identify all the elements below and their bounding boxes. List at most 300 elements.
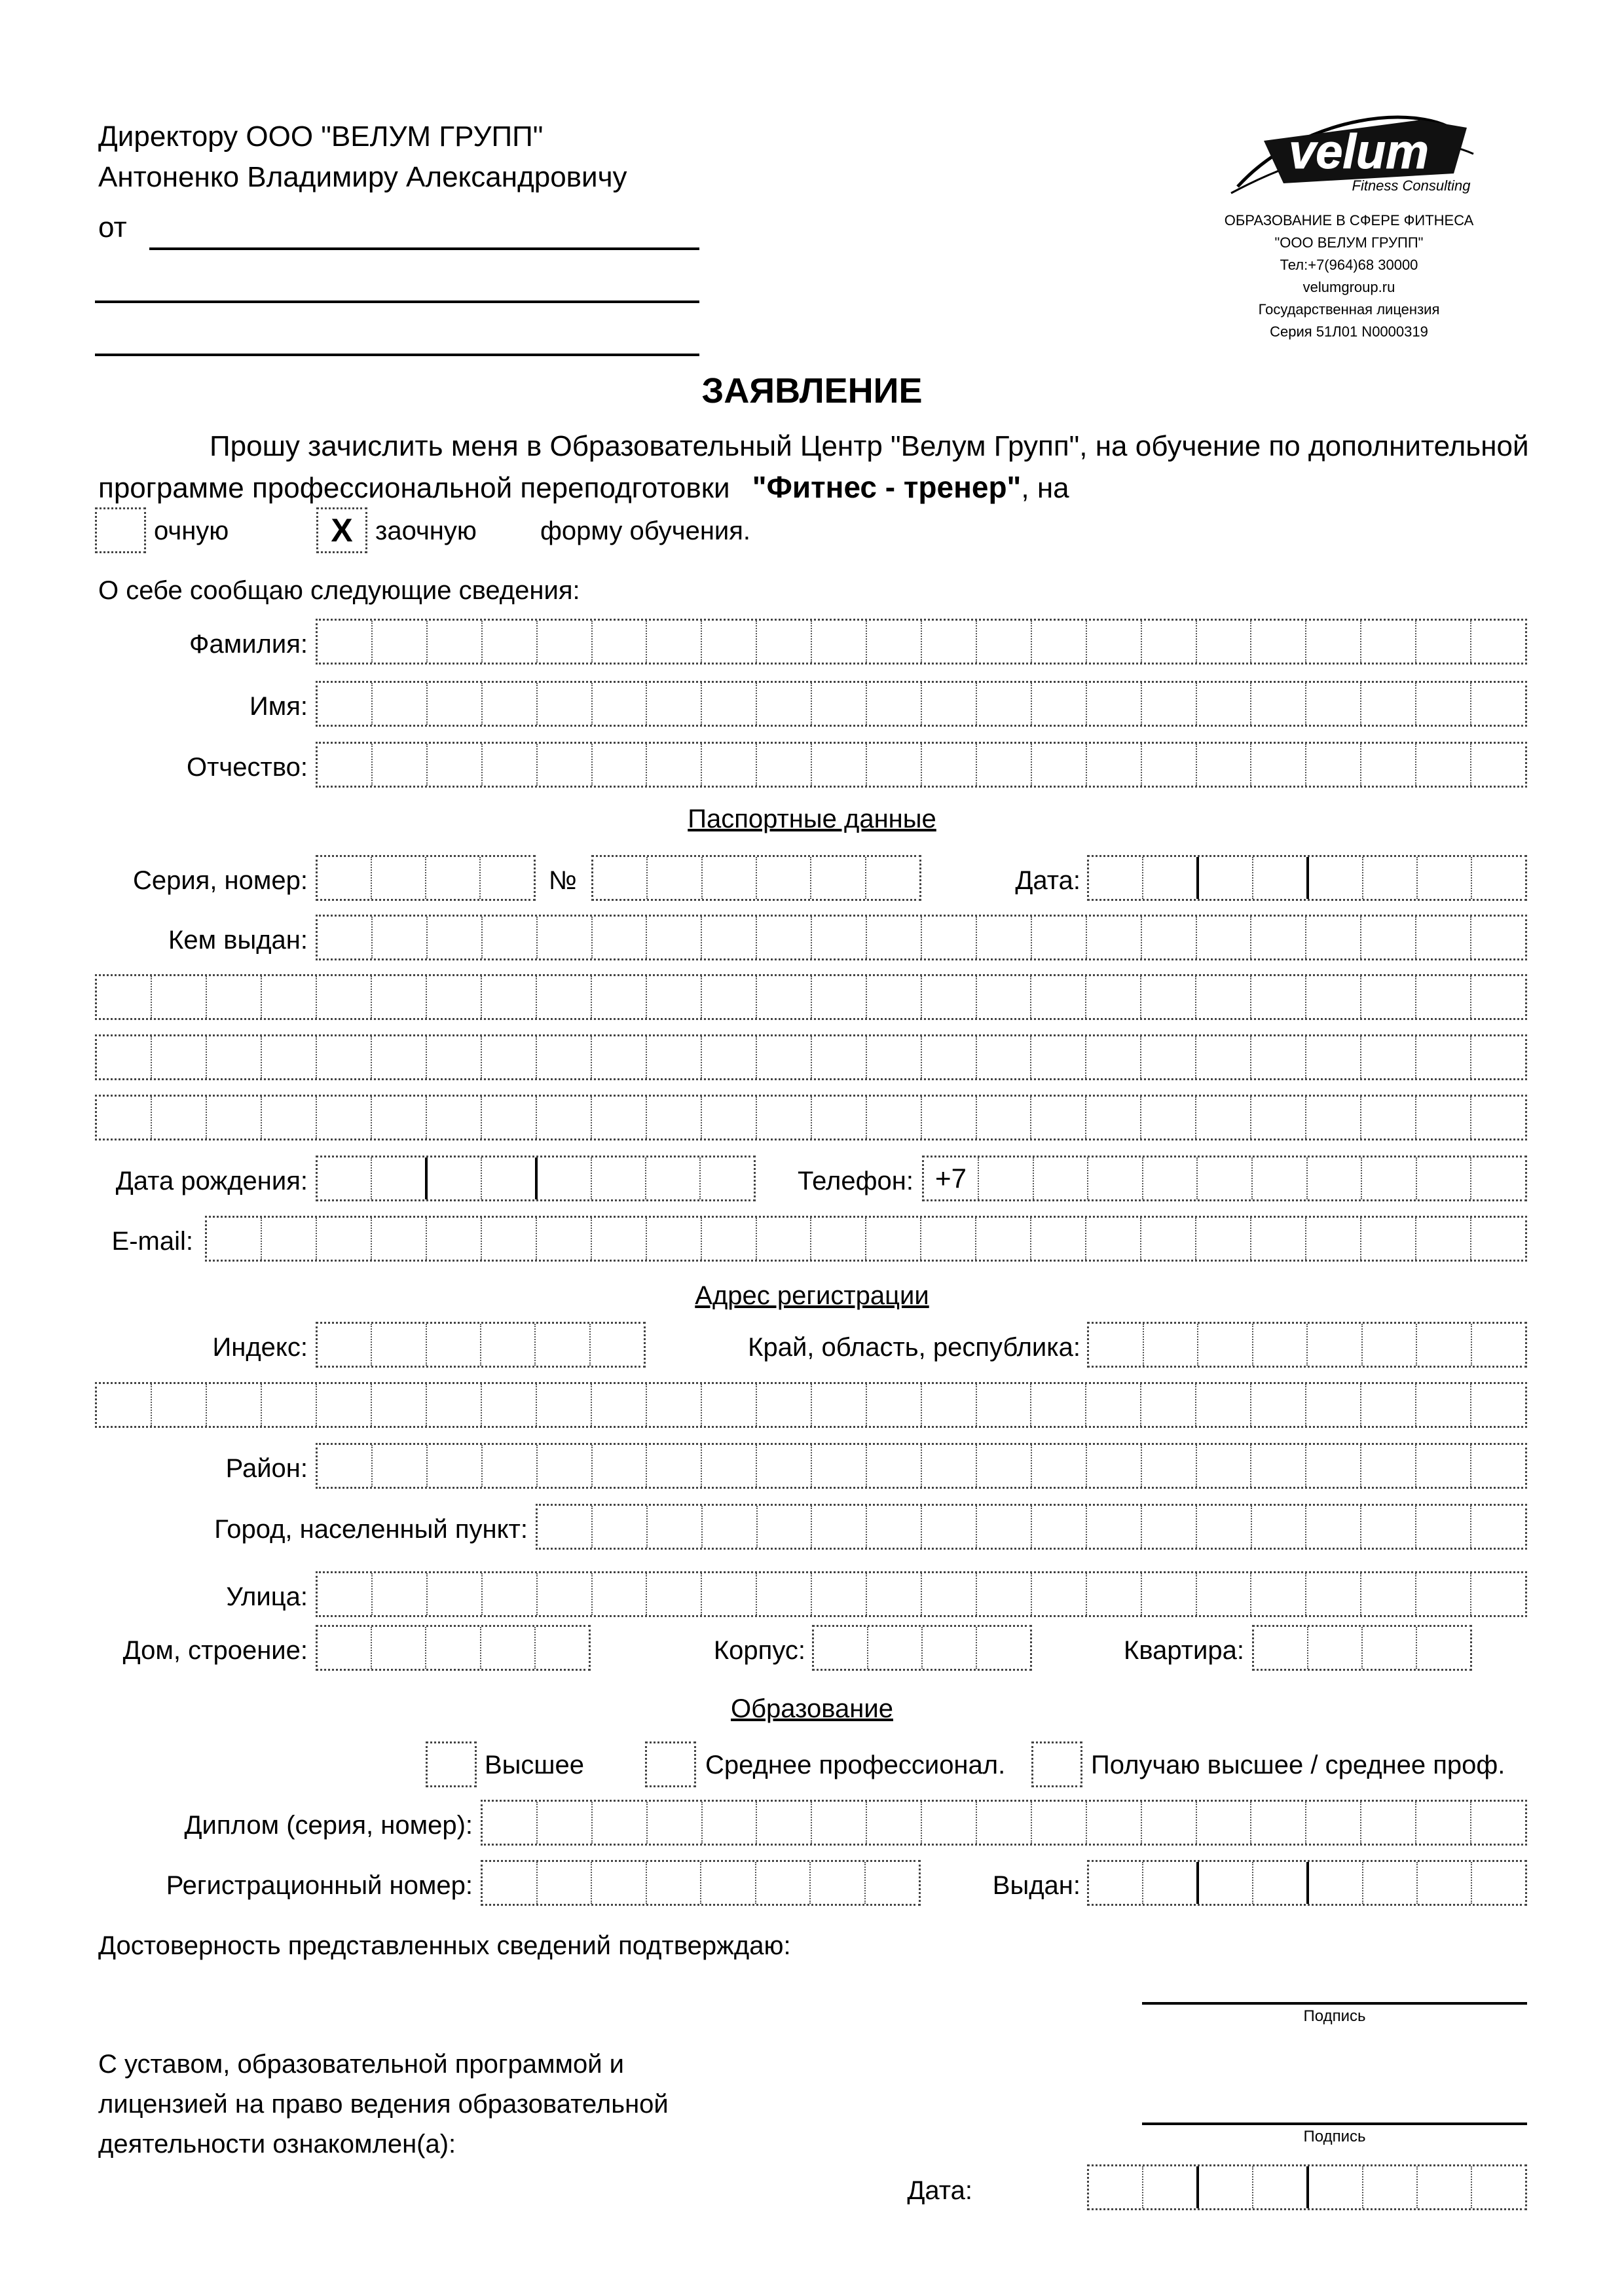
input-cell[interactable] — [1416, 744, 1471, 786]
input-cell[interactable] — [538, 1506, 593, 1548]
input-cell[interactable] — [1087, 621, 1142, 663]
input-cell[interactable] — [592, 1862, 647, 1904]
issued-by-cells-2[interactable] — [95, 974, 1527, 1020]
input-cell[interactable] — [483, 1573, 538, 1615]
input-cell[interactable] — [757, 621, 812, 663]
input-cell[interactable] — [318, 1573, 373, 1615]
input-cell[interactable] — [1143, 2166, 1199, 2208]
passport-date-cells[interactable] — [1087, 855, 1527, 901]
input-cell[interactable] — [1032, 917, 1087, 958]
input-cell[interactable] — [757, 1445, 812, 1487]
input-cell[interactable] — [1198, 1157, 1253, 1199]
input-cell[interactable] — [1251, 1097, 1306, 1139]
input-cell[interactable] — [536, 1627, 589, 1669]
input-cell[interactable] — [1471, 744, 1525, 786]
input-cell[interactable] — [867, 917, 922, 958]
input-cell[interactable] — [481, 1324, 536, 1366]
input-cell[interactable] — [1306, 1506, 1361, 1548]
input-cell[interactable] — [702, 744, 757, 786]
input-cell[interactable] — [1251, 1218, 1306, 1260]
input-cell[interactable] — [538, 744, 593, 786]
input-cell[interactable] — [483, 917, 538, 958]
input-cell[interactable] — [1196, 976, 1251, 1018]
input-cell[interactable] — [1199, 857, 1253, 899]
input-cell[interactable] — [812, 744, 867, 786]
input-cell[interactable] — [1196, 1097, 1251, 1139]
passport-number-cells[interactable] — [591, 855, 921, 901]
region-cells-1[interactable] — [1087, 1322, 1527, 1368]
input-cell[interactable] — [1472, 1862, 1525, 1904]
input-cell[interactable] — [207, 1218, 262, 1260]
input-cell[interactable] — [1251, 1445, 1306, 1487]
input-cell[interactable] — [592, 1384, 647, 1426]
input-cell[interactable] — [1416, 1097, 1471, 1139]
input-cell[interactable] — [977, 1573, 1032, 1615]
input-cell[interactable] — [372, 1157, 428, 1199]
input-cell[interactable] — [1032, 683, 1087, 725]
input-cell[interactable] — [1308, 1324, 1363, 1366]
input-cell[interactable] — [152, 976, 207, 1018]
input-cell[interactable] — [812, 621, 867, 663]
input-cell[interactable] — [1306, 683, 1361, 725]
input-cell[interactable] — [152, 1036, 207, 1078]
input-cell[interactable] — [703, 1506, 758, 1548]
input-cell[interactable] — [1251, 976, 1306, 1018]
input-cell[interactable] — [1309, 2166, 1363, 2208]
input-cell[interactable] — [702, 1036, 757, 1078]
input-cell[interactable] — [1086, 976, 1141, 1018]
input-cell[interactable] — [592, 1036, 647, 1078]
input-cell[interactable] — [977, 1036, 1032, 1078]
input-cell[interactable] — [318, 917, 373, 958]
input-cell[interactable] — [922, 976, 977, 1018]
input-cell[interactable] — [647, 1862, 702, 1904]
input-cell[interactable] — [538, 917, 593, 958]
input-cell[interactable] — [373, 917, 428, 958]
input-cell[interactable] — [593, 917, 648, 958]
input-cell[interactable] — [1417, 1157, 1472, 1199]
input-cell[interactable] — [702, 1573, 757, 1615]
input-cell[interactable] — [1361, 1573, 1416, 1615]
input-cell[interactable] — [702, 683, 757, 725]
input-cell[interactable] — [977, 1506, 1032, 1548]
input-cell[interactable] — [1309, 857, 1363, 899]
surname-cells[interactable] — [316, 619, 1527, 665]
input-cell[interactable] — [427, 1324, 481, 1366]
input-cell[interactable] — [262, 1097, 317, 1139]
input-cell[interactable] — [922, 1036, 977, 1078]
input-cell[interactable] — [812, 1384, 867, 1426]
input-cell[interactable] — [207, 1097, 262, 1139]
input-cell[interactable] — [372, 857, 426, 899]
input-cell[interactable] — [647, 976, 702, 1018]
input-cell[interactable] — [1252, 1506, 1307, 1548]
input-cell[interactable] — [647, 1097, 702, 1139]
input-cell[interactable] — [1031, 976, 1086, 1018]
input-cell[interactable] — [1306, 1097, 1361, 1139]
input-cell[interactable] — [702, 917, 757, 958]
input-cell[interactable] — [427, 1218, 482, 1260]
input-cell[interactable] — [1197, 1445, 1252, 1487]
input-cell[interactable] — [1306, 1218, 1361, 1260]
input-cell[interactable] — [1142, 683, 1197, 725]
input-cell[interactable] — [1472, 1324, 1526, 1366]
input-cell[interactable] — [97, 1097, 152, 1139]
issued-by-cells-1[interactable] — [316, 915, 1527, 960]
from-line-2[interactable] — [95, 301, 699, 303]
input-cell[interactable] — [1471, 1573, 1525, 1615]
input-cell[interactable] — [1251, 683, 1306, 725]
input-cell[interactable] — [977, 1384, 1032, 1426]
input-cell[interactable] — [1472, 857, 1525, 899]
input-cell[interactable] — [867, 976, 922, 1018]
input-cell[interactable] — [373, 683, 428, 725]
input-cell[interactable] — [811, 1862, 866, 1904]
input-cell[interactable] — [1197, 1802, 1252, 1844]
input-cell[interactable] — [1088, 1157, 1143, 1199]
input-cell[interactable] — [482, 1157, 538, 1199]
input-cell[interactable] — [757, 1384, 812, 1426]
input-cell[interactable] — [1361, 976, 1416, 1018]
input-cell[interactable] — [593, 1506, 648, 1548]
input-cell[interactable] — [867, 1384, 922, 1426]
input-cell[interactable] — [537, 1218, 592, 1260]
input-cell[interactable] — [1031, 1218, 1086, 1260]
input-cell[interactable] — [1032, 1506, 1087, 1548]
input-cell[interactable] — [593, 744, 648, 786]
input-cell[interactable] — [812, 1445, 867, 1487]
input-cell[interactable] — [537, 1384, 592, 1426]
input-cell[interactable] — [1471, 976, 1525, 1018]
input-cell[interactable] — [814, 1627, 868, 1669]
input-cell[interactable] — [482, 1384, 537, 1426]
input-cell[interactable] — [592, 1157, 646, 1199]
input-cell[interactable] — [1251, 1802, 1306, 1844]
input-cell[interactable] — [1032, 1445, 1087, 1487]
input-cell[interactable] — [1196, 1036, 1251, 1078]
input-cell[interactable] — [1306, 1445, 1361, 1487]
input-cell[interactable] — [868, 1627, 923, 1669]
input-cell[interactable] — [97, 976, 152, 1018]
region-cells-2[interactable] — [95, 1382, 1527, 1428]
input-cell[interactable] — [977, 744, 1032, 786]
phone-digit-cells[interactable] — [979, 1157, 1525, 1199]
phone-cells[interactable] — [922, 1156, 1527, 1201]
input-cell[interactable] — [1087, 1802, 1142, 1844]
input-cell[interactable] — [1089, 857, 1143, 899]
input-cell[interactable] — [1363, 1324, 1418, 1366]
input-cell[interactable] — [701, 1862, 756, 1904]
from-line-3[interactable] — [95, 354, 699, 356]
input-cell[interactable] — [593, 1445, 648, 1487]
input-cell[interactable] — [1361, 683, 1416, 725]
input-cell[interactable] — [593, 857, 648, 899]
input-cell[interactable] — [317, 1384, 372, 1426]
house-cells[interactable] — [316, 1625, 591, 1671]
input-cell[interactable] — [1032, 621, 1087, 663]
input-cell[interactable] — [1471, 1384, 1525, 1426]
input-cell[interactable] — [647, 1445, 702, 1487]
input-cell[interactable] — [426, 857, 481, 899]
input-cell[interactable] — [1306, 621, 1361, 663]
input-cell[interactable] — [647, 1218, 702, 1260]
input-cell[interactable] — [318, 621, 373, 663]
input-cell[interactable] — [1472, 2166, 1525, 2208]
input-cell[interactable] — [922, 917, 977, 958]
input-cell[interactable] — [1143, 1862, 1199, 1904]
input-cell[interactable] — [1141, 1384, 1196, 1426]
input-cell[interactable] — [977, 976, 1032, 1018]
input-cell[interactable] — [97, 1036, 152, 1078]
city-cells[interactable] — [536, 1504, 1527, 1550]
input-cell[interactable] — [97, 1384, 152, 1426]
input-cell[interactable] — [867, 1506, 922, 1548]
input-cell[interactable] — [1253, 1157, 1308, 1199]
input-cell[interactable] — [538, 1573, 593, 1615]
input-cell[interactable] — [372, 1384, 427, 1426]
input-cell[interactable] — [482, 1218, 537, 1260]
input-cell[interactable] — [756, 1862, 811, 1904]
input-cell[interactable] — [318, 1445, 373, 1487]
input-cell[interactable] — [866, 1862, 919, 1904]
input-cell[interactable] — [922, 1445, 977, 1487]
confirm-signature-line[interactable] — [1142, 2002, 1527, 2005]
input-cell[interactable] — [1196, 1384, 1251, 1426]
full-time-checkbox[interactable] — [95, 507, 146, 553]
input-cell[interactable] — [1416, 1218, 1471, 1260]
input-cell[interactable] — [428, 1157, 482, 1199]
input-cell[interactable] — [318, 1157, 372, 1199]
input-cell[interactable] — [1416, 1445, 1471, 1487]
input-cell[interactable] — [922, 1384, 977, 1426]
input-cell[interactable] — [317, 1097, 372, 1139]
input-cell[interactable] — [648, 1506, 703, 1548]
input-cell[interactable] — [1086, 1218, 1141, 1260]
input-cell[interactable] — [373, 1445, 428, 1487]
input-cell[interactable] — [811, 1218, 866, 1260]
input-cell[interactable] — [207, 976, 262, 1018]
input-cell[interactable] — [1361, 1802, 1416, 1844]
input-cell[interactable] — [1416, 1802, 1471, 1844]
input-cell[interactable] — [1141, 976, 1196, 1018]
input-cell[interactable] — [757, 683, 812, 725]
input-cell[interactable] — [1361, 1506, 1416, 1548]
issued-by-cells-3[interactable] — [95, 1034, 1527, 1080]
input-cell[interactable] — [1089, 1862, 1143, 1904]
input-cell[interactable] — [592, 1218, 647, 1260]
input-cell[interactable] — [538, 683, 593, 725]
input-cell[interactable] — [1363, 2166, 1418, 2208]
input-cell[interactable] — [702, 1097, 757, 1139]
input-cell[interactable] — [536, 1324, 590, 1366]
input-cell[interactable] — [1361, 1036, 1416, 1078]
input-cell[interactable] — [1031, 1036, 1086, 1078]
input-cell[interactable] — [1142, 1506, 1197, 1548]
input-cell[interactable] — [538, 621, 593, 663]
input-cell[interactable] — [1306, 917, 1361, 958]
input-cell[interactable] — [593, 621, 648, 663]
input-cell[interactable] — [262, 1384, 317, 1426]
birth-date-cells[interactable] — [316, 1156, 756, 1201]
input-cell[interactable] — [1142, 744, 1197, 786]
input-cell[interactable] — [1471, 1445, 1525, 1487]
input-cell[interactable] — [538, 1802, 593, 1844]
input-cell[interactable] — [757, 1802, 812, 1844]
input-cell[interactable] — [1199, 1862, 1253, 1904]
input-cell[interactable] — [647, 1036, 702, 1078]
input-cell[interactable] — [538, 1445, 593, 1487]
input-cell[interactable] — [977, 683, 1032, 725]
input-cell[interactable] — [977, 1627, 1030, 1669]
input-cell[interactable] — [1087, 1445, 1142, 1487]
input-cell[interactable] — [647, 1573, 702, 1615]
input-cell[interactable] — [812, 1036, 867, 1078]
input-cell[interactable] — [1418, 2166, 1472, 2208]
input-cell[interactable] — [1306, 1036, 1361, 1078]
input-cell[interactable] — [1141, 1036, 1196, 1078]
input-cell[interactable] — [922, 744, 977, 786]
input-cell[interactable] — [812, 917, 867, 958]
input-cell[interactable] — [373, 1573, 428, 1615]
input-cell[interactable] — [318, 857, 372, 899]
input-cell[interactable] — [1417, 1627, 1470, 1669]
input-cell[interactable] — [483, 1862, 538, 1904]
input-cell[interactable] — [646, 1157, 701, 1199]
input-cell[interactable] — [1086, 1097, 1141, 1139]
input-cell[interactable] — [538, 1862, 593, 1904]
input-cell[interactable] — [1363, 857, 1418, 899]
input-cell[interactable] — [1031, 1384, 1086, 1426]
input-cell[interactable] — [1309, 1862, 1363, 1904]
input-cell[interactable] — [481, 1627, 536, 1669]
input-cell[interactable] — [1416, 621, 1471, 663]
input-cell[interactable] — [428, 1573, 483, 1615]
input-cell[interactable] — [647, 683, 702, 725]
input-cell[interactable] — [483, 1802, 538, 1844]
input-cell[interactable] — [1032, 1573, 1087, 1615]
input-cell[interactable] — [1253, 1324, 1308, 1366]
input-cell[interactable] — [1306, 744, 1361, 786]
input-cell[interactable] — [1197, 1573, 1252, 1615]
input-cell[interactable] — [1144, 1324, 1199, 1366]
input-cell[interactable] — [427, 1036, 482, 1078]
flat-cells[interactable] — [1252, 1625, 1472, 1671]
input-cell[interactable] — [1087, 917, 1142, 958]
input-cell[interactable] — [317, 1036, 372, 1078]
input-cell[interactable] — [1251, 917, 1306, 958]
input-cell[interactable] — [1471, 683, 1525, 725]
input-cell[interactable] — [483, 683, 538, 725]
input-cell[interactable] — [976, 1218, 1031, 1260]
diploma-cells[interactable] — [481, 1800, 1527, 1846]
input-cell[interactable] — [372, 1036, 427, 1078]
secondary-education-checkbox[interactable] — [645, 1741, 696, 1787]
input-cell[interactable] — [1251, 744, 1306, 786]
input-cell[interactable] — [1251, 1036, 1306, 1078]
input-cell[interactable] — [1087, 1573, 1142, 1615]
input-cell[interactable] — [482, 1097, 537, 1139]
input-cell[interactable] — [977, 917, 1032, 958]
input-cell[interactable] — [1197, 683, 1252, 725]
input-cell[interactable] — [647, 1384, 702, 1426]
input-cell[interactable] — [1141, 1097, 1196, 1139]
input-cell[interactable] — [1251, 1573, 1306, 1615]
input-cell[interactable] — [483, 621, 538, 663]
in-progress-education-checkbox[interactable] — [1031, 1741, 1082, 1787]
input-cell[interactable] — [1308, 1157, 1363, 1199]
from-line-1[interactable] — [149, 247, 699, 250]
input-cell[interactable] — [1142, 1802, 1197, 1844]
input-cell[interactable] — [593, 1802, 648, 1844]
input-cell[interactable] — [1362, 1157, 1417, 1199]
input-cell[interactable] — [811, 857, 866, 899]
input-cell[interactable] — [1087, 744, 1142, 786]
input-cell[interactable] — [1086, 1384, 1141, 1426]
input-cell[interactable] — [1199, 2166, 1253, 2208]
input-cell[interactable] — [757, 917, 812, 958]
input-cell[interactable] — [758, 1506, 813, 1548]
input-cell[interactable] — [647, 744, 702, 786]
input-cell[interactable] — [922, 1573, 977, 1615]
input-cell[interactable] — [1087, 683, 1142, 725]
input-cell[interactable] — [1306, 976, 1361, 1018]
issued-by-cells-4[interactable] — [95, 1095, 1527, 1140]
input-cell[interactable] — [372, 1097, 427, 1139]
input-cell[interactable] — [702, 1384, 757, 1426]
input-cell[interactable] — [592, 976, 647, 1018]
input-cell[interactable] — [428, 744, 483, 786]
input-cell[interactable] — [207, 1036, 262, 1078]
input-cell[interactable] — [1361, 1445, 1416, 1487]
input-cell[interactable] — [922, 1802, 977, 1844]
input-cell[interactable] — [757, 1036, 812, 1078]
input-cell[interactable] — [428, 1445, 483, 1487]
input-cell[interactable] — [922, 1506, 977, 1548]
input-cell[interactable] — [318, 1324, 372, 1366]
input-cell[interactable] — [1198, 1324, 1253, 1366]
input-cell[interactable] — [1197, 917, 1252, 958]
input-cell[interactable] — [1471, 1802, 1525, 1844]
input-cell[interactable] — [1416, 1036, 1471, 1078]
input-cell[interactable] — [372, 976, 427, 1018]
input-cell[interactable] — [428, 917, 483, 958]
input-cell[interactable] — [262, 1036, 317, 1078]
input-cell[interactable] — [591, 1324, 644, 1366]
input-cell[interactable] — [1253, 1862, 1309, 1904]
input-cell[interactable] — [702, 621, 757, 663]
input-cell[interactable] — [1142, 1445, 1197, 1487]
input-cell[interactable] — [428, 621, 483, 663]
input-cell[interactable] — [262, 976, 317, 1018]
input-cell[interactable] — [1143, 857, 1199, 899]
input-cell[interactable] — [866, 1218, 921, 1260]
input-cell[interactable] — [481, 857, 534, 899]
input-cell[interactable] — [757, 1097, 812, 1139]
input-cell[interactable] — [1361, 744, 1416, 786]
input-cell[interactable] — [922, 683, 977, 725]
district-cells[interactable] — [316, 1443, 1527, 1489]
input-cell[interactable] — [647, 621, 702, 663]
input-cell[interactable] — [867, 1802, 922, 1844]
input-cell[interactable] — [1363, 1627, 1417, 1669]
input-cell[interactable] — [427, 1097, 482, 1139]
input-cell[interactable] — [482, 1036, 537, 1078]
input-cell[interactable] — [977, 1802, 1032, 1844]
input-cell[interactable] — [593, 683, 648, 725]
input-cell[interactable] — [1418, 1862, 1472, 1904]
input-cell[interactable] — [318, 1627, 372, 1669]
input-cell[interactable] — [867, 1573, 922, 1615]
